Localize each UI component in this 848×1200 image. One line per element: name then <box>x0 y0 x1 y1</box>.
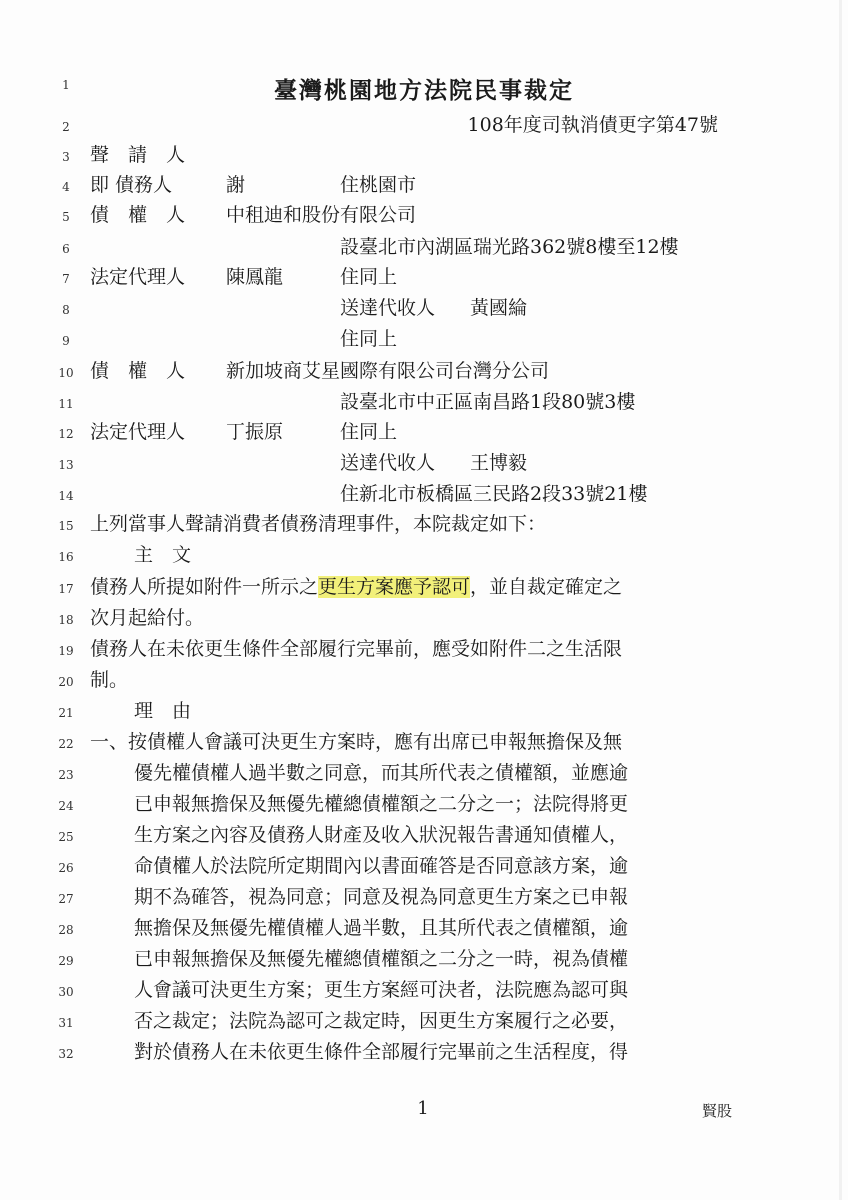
line-number: 19 <box>58 644 74 658</box>
line-number: 16 <box>58 550 74 564</box>
main-text: ，並自裁定確定之 <box>470 576 623 598</box>
rep1-address: 住同上 <box>340 266 398 288</box>
rep1-name: 陳鳳龍 <box>226 266 284 288</box>
rep2-address: 住同上 <box>340 421 398 443</box>
reason-heading: 理 由 <box>134 700 192 722</box>
reason-line: 一、按債權人會議可決更生方案時，應有出席已申報無擔保及無 <box>90 731 623 753</box>
debtor-row <box>90 170 416 200</box>
page-edge-shadow <box>839 0 842 1200</box>
reason-line: 對於債務人在未依更生條件全部履行完畢前之生活程度，得 <box>134 1041 629 1063</box>
reason-line: 期不為確答，視為同意；同意及視為同意更生方案之已申報 <box>134 886 629 908</box>
agent1-label: 送達代收人 <box>340 297 436 319</box>
agent1-address: 住同上 <box>340 328 398 350</box>
debtor-label: 即 債務人 <box>90 174 173 196</box>
creditor1-label: 債 權 人 <box>90 204 186 226</box>
creditor1-row <box>90 200 416 230</box>
agent1-name: 黃國綸 <box>470 297 528 319</box>
agent2-address: 住新北市板橋區三民路2段33號21樓 <box>340 483 648 505</box>
line-number: 17 <box>58 582 74 596</box>
reason-line: 已申報無擔保及無優先權總債權額之二分之一；法院得將更 <box>134 793 629 815</box>
main-line-3: 債務人在未依更生條件全部履行完畢前，應受如附件二之生活限 <box>90 638 623 660</box>
line-number: 10 <box>58 366 74 380</box>
agent1-row <box>340 293 527 323</box>
reason-line: 否之裁定；法院為認可之裁定時，因更生方案履行之必要， <box>134 1010 629 1032</box>
line-number: 1 <box>62 78 70 92</box>
line-number: 32 <box>58 1047 74 1061</box>
line-number: 14 <box>58 489 74 503</box>
creditor1-name: 中租迪和股份有限公司 <box>226 204 417 226</box>
main-line-2: 次月起給付。 <box>90 607 205 629</box>
line-number: 15 <box>58 519 74 533</box>
line-number: 13 <box>58 458 74 472</box>
main-line-4: 制。 <box>90 669 129 691</box>
applicant-label: 聲 請 人 <box>90 144 186 166</box>
page-number: 1 <box>417 1098 429 1119</box>
creditor1-address: 設臺北市內湖區瑞光路362號8樓至12樓 <box>340 236 679 258</box>
debtor-name: 謝 <box>226 174 246 196</box>
rep2-name: 丁振原 <box>226 421 284 443</box>
creditor2-address: 設臺北市中正區南昌路1段80號3樓 <box>340 391 636 413</box>
line-number: 23 <box>58 768 74 782</box>
agent2-label: 送達代收人 <box>340 452 436 474</box>
line-number: 22 <box>58 737 74 751</box>
case-number: 108年度司執消債更字第47號 <box>467 114 718 136</box>
document-title: 臺灣桃園地方法院民事裁定 <box>274 77 574 104</box>
line-number: 20 <box>58 675 74 689</box>
reason-line: 已申報無擔保及無優先權總債權額之二分之一時，視為債權 <box>134 948 629 970</box>
rep1-row <box>90 262 397 292</box>
highlighted-text: 更生方案應予認可 <box>318 576 471 598</box>
line-number: 5 <box>62 210 70 224</box>
reason-line: 生方案之內容及債務人財產及收入狀況報告書通知債權人， <box>134 824 629 846</box>
line-number: 9 <box>62 334 70 348</box>
department-label: 賢股 <box>702 1102 733 1120</box>
reason-line: 人會議可決更生方案；更生方案經可決者，法院應為認可與 <box>134 979 629 1001</box>
line-number: 18 <box>58 613 74 627</box>
creditor2-label: 債 權 人 <box>90 360 186 382</box>
reason-line: 無擔保及無優先權債權人過半數，且其所代表之債權額，逾 <box>134 917 629 939</box>
main-line-1 <box>90 572 622 602</box>
line-number: 12 <box>58 427 74 441</box>
agent2-name: 王博毅 <box>470 452 528 474</box>
line-number: 31 <box>58 1016 74 1030</box>
line-number: 25 <box>58 830 74 844</box>
reason-line: 優先權債權人過半數之同意，而其所代表之債權額，並應逾 <box>134 762 629 784</box>
line-number: 11 <box>58 397 74 411</box>
line-number: 29 <box>58 954 74 968</box>
creditor2-row <box>90 356 549 386</box>
agent2-row <box>340 448 527 478</box>
main-text: 債務人所提如附件一所示之 <box>90 576 319 598</box>
intro-text: 上列當事人聲請消費者債務清理事件，本院裁定如下： <box>90 513 547 535</box>
line-number: 27 <box>58 892 74 906</box>
line-number: 2 <box>62 120 70 134</box>
line-number: 7 <box>62 272 70 286</box>
line-number: 8 <box>62 303 70 317</box>
creditor2-name: 新加坡商艾星國際有限公司台灣分公司 <box>226 360 550 382</box>
main-heading: 主 文 <box>134 544 192 566</box>
debtor-address: 住桃園市 <box>340 174 417 196</box>
line-number: 26 <box>58 861 74 875</box>
rep1-label: 法定代理人 <box>90 266 186 288</box>
rep2-row <box>90 417 397 447</box>
line-number: 28 <box>58 923 74 937</box>
line-number: 21 <box>58 706 74 720</box>
line-number: 6 <box>62 242 70 256</box>
line-number: 30 <box>58 985 74 999</box>
rep2-label: 法定代理人 <box>90 421 186 443</box>
line-number: 24 <box>58 799 74 813</box>
line-number: 3 <box>62 150 70 164</box>
reason-line: 命債權人於法院所定期間內以書面確答是否同意該方案，逾 <box>134 855 629 877</box>
line-number: 4 <box>62 180 70 194</box>
